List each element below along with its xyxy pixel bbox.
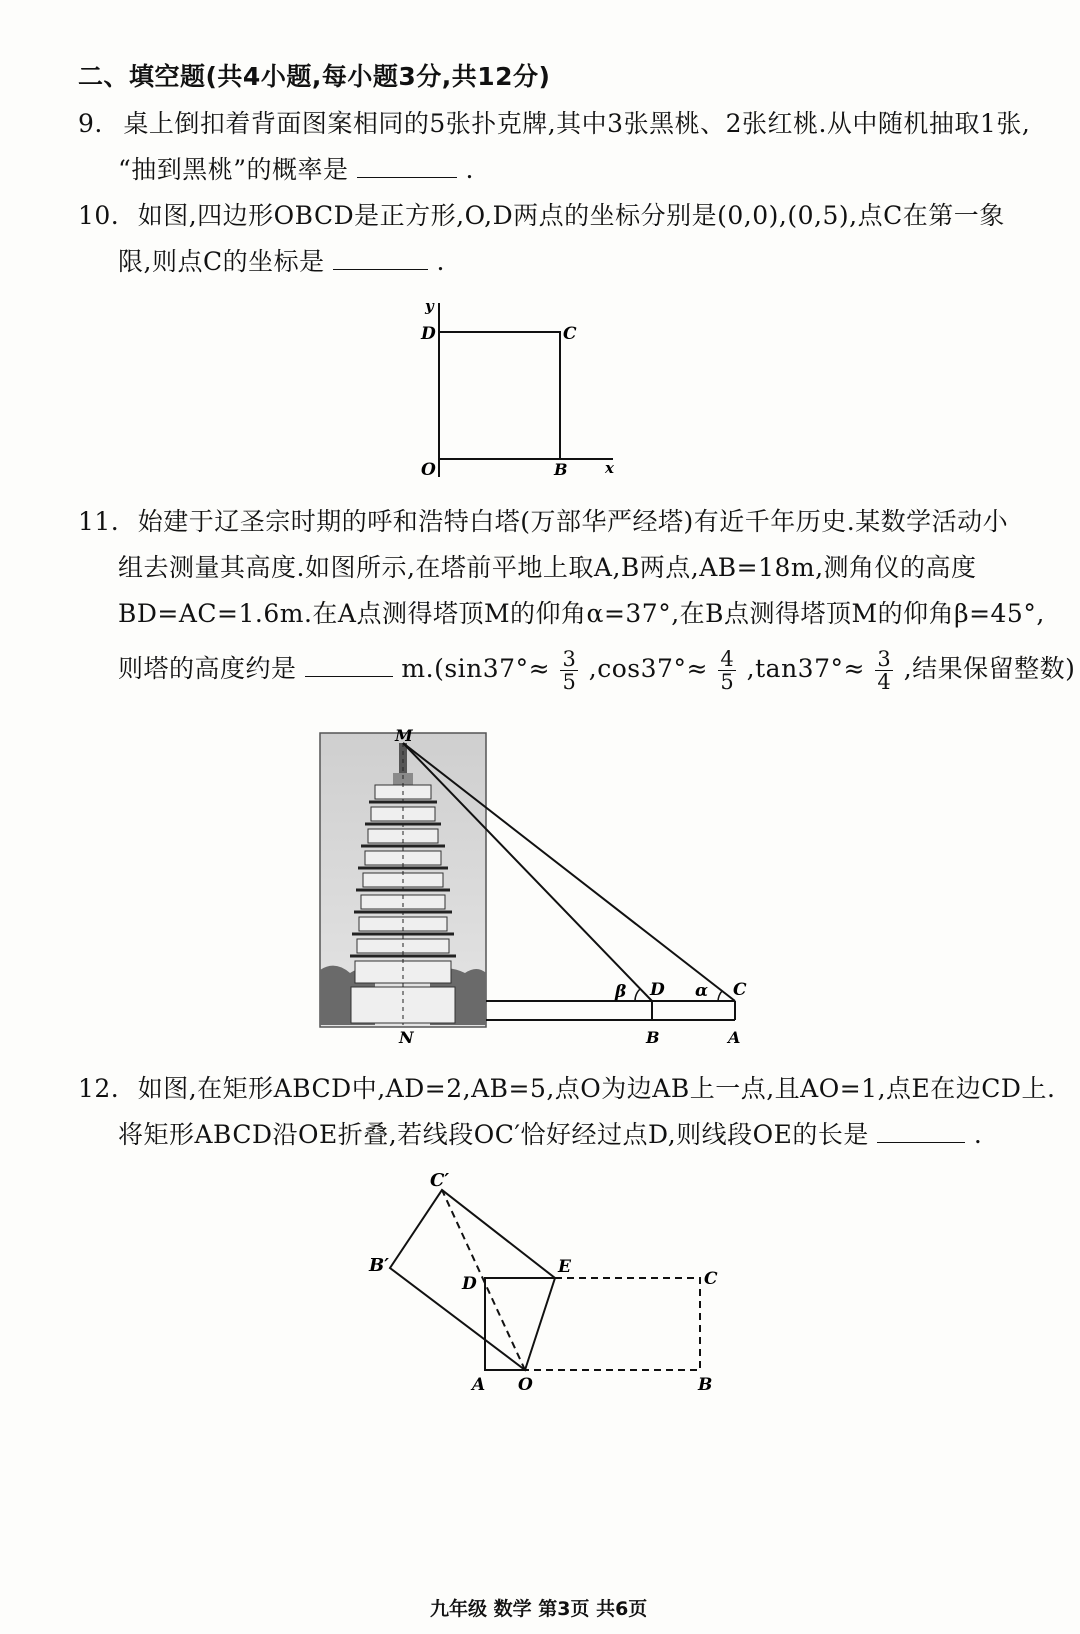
q12-text-2: 将矩形ABCD沿OE折叠,若线段OC′恰好经过点D,则线段OE的长是 xyxy=(118,1120,869,1149)
q12-rect-solid-part xyxy=(485,1278,555,1370)
q10-line1 xyxy=(78,199,1005,233)
q10-end: . xyxy=(436,247,445,276)
q11-label-alpha: α xyxy=(695,981,709,1001)
q9-line1 xyxy=(78,107,1030,141)
q11-line3 xyxy=(118,597,1045,631)
q12-label-c: C xyxy=(704,1269,718,1289)
q11-text-4b: m.(sin37°≈ xyxy=(401,654,551,683)
section-title: 二、填空题(共4小题,每小题3分,共12分) xyxy=(78,62,551,91)
q9-end: . xyxy=(465,155,474,184)
q11-fraction-cos: $\frac{4}{5}$ xyxy=(720,647,735,694)
q11-label-b: B xyxy=(646,1028,660,1047)
q11-label-beta: β xyxy=(615,982,627,1002)
q11-label-m: M xyxy=(395,726,413,745)
q10-label-c: C xyxy=(563,324,577,344)
q11-pagoda-figure xyxy=(315,725,760,1055)
q12-number: 12. xyxy=(78,1074,120,1103)
q9-answer-blank[interactable] xyxy=(357,155,457,178)
q12-label-b-prime: B′ xyxy=(369,1255,389,1276)
q9-number: 9. xyxy=(78,109,103,138)
q12-text-1: 如图,在矩形ABCD中,AD=2,AB=5,点O为边AB上一点,且AO=1,点E在边CD上. xyxy=(137,1074,1056,1103)
q9-text-2: “抽到黑桃”的概率是 xyxy=(118,155,349,184)
q12-label-d: D xyxy=(462,1274,477,1294)
q12-label-e: E xyxy=(558,1257,571,1277)
q11-fraction-tan: $\frac{3}{4}$ xyxy=(877,647,892,694)
q11-fraction-sin: $\frac{3}{5}$ xyxy=(562,647,577,694)
q10-label-y: y xyxy=(425,297,434,315)
q12-label-c-prime: C′ xyxy=(430,1170,450,1191)
q10-coordinate-figure xyxy=(415,295,625,485)
page-footer: 九年级 数学 第3页 共6页 xyxy=(430,1598,648,1620)
q11-number: 11. xyxy=(78,507,120,536)
q12-answer-blank[interactable] xyxy=(877,1120,965,1143)
q10-text-1: 如图,四边形OBCD是正方形,O,D两点的坐标分别是(0,0),(0,5),点C在第一象 xyxy=(137,201,1005,230)
q11-text-3: BD=AC=1.6m.在A点测得塔顶M的仰角α=37°,在B点测得塔顶M的仰角β=45°, xyxy=(118,599,1045,628)
q10-label-d: D xyxy=(421,324,436,344)
q11-label-d: D xyxy=(650,980,665,1000)
q10-square-obcd xyxy=(439,332,560,459)
q12-folding-figure xyxy=(360,1160,740,1400)
q12-label-a: A xyxy=(472,1375,486,1395)
q12-line2 xyxy=(118,1118,982,1152)
q11-angle-alpha-arc xyxy=(718,991,722,1001)
q11-answer-blank[interactable] xyxy=(305,654,393,677)
q11-label-n: N xyxy=(399,1028,414,1047)
q11-text-4d: ,tan37°≈ xyxy=(746,654,865,683)
q11-text-4c: ,cos37°≈ xyxy=(588,654,708,683)
q11-line2 xyxy=(118,551,977,585)
pagoda-photo xyxy=(320,733,486,1027)
q12-dashed-oc-prime xyxy=(442,1190,525,1370)
q10-text-2: 限,则点C的坐标是 xyxy=(118,247,325,276)
q10-label-x: x xyxy=(605,459,614,477)
q12-label-o: O xyxy=(518,1375,533,1395)
q11-text-4e: ,结果保留整数) xyxy=(903,654,1076,683)
q11-angle-beta-arc xyxy=(635,989,640,1001)
q11-text-2: 组去测量其高度.如图所示,在塔前平地上取A,B两点,AB=18m,测角仪的高度 xyxy=(118,553,977,582)
q11-label-c: C xyxy=(733,980,747,1000)
q10-label-b: B xyxy=(554,460,568,479)
q11-line4 xyxy=(118,648,1075,693)
q12-end: . xyxy=(973,1120,983,1149)
q10-line2 xyxy=(118,245,445,279)
q9-line2 xyxy=(118,153,474,187)
q11-text-4a: 则塔的高度约是 xyxy=(118,654,297,683)
q12-line1 xyxy=(78,1072,1055,1106)
q11-label-a: A xyxy=(728,1028,741,1047)
q10-answer-blank[interactable] xyxy=(333,247,428,270)
q11-line1 xyxy=(78,505,1008,539)
q12-label-b: B xyxy=(698,1375,713,1395)
q11-text-1: 始建于辽圣宗时期的呼和浩特白塔(万部华严经塔)有近千年历史.某数学活动小 xyxy=(137,507,1009,536)
q9-text-1: 桌上倒扣着背面图案相同的5张扑克牌,其中3张黑桃、2张红桃.从中随机抽取1张, xyxy=(123,109,1031,138)
q10-number: 10. xyxy=(78,201,120,230)
q10-label-o: O xyxy=(421,460,436,480)
